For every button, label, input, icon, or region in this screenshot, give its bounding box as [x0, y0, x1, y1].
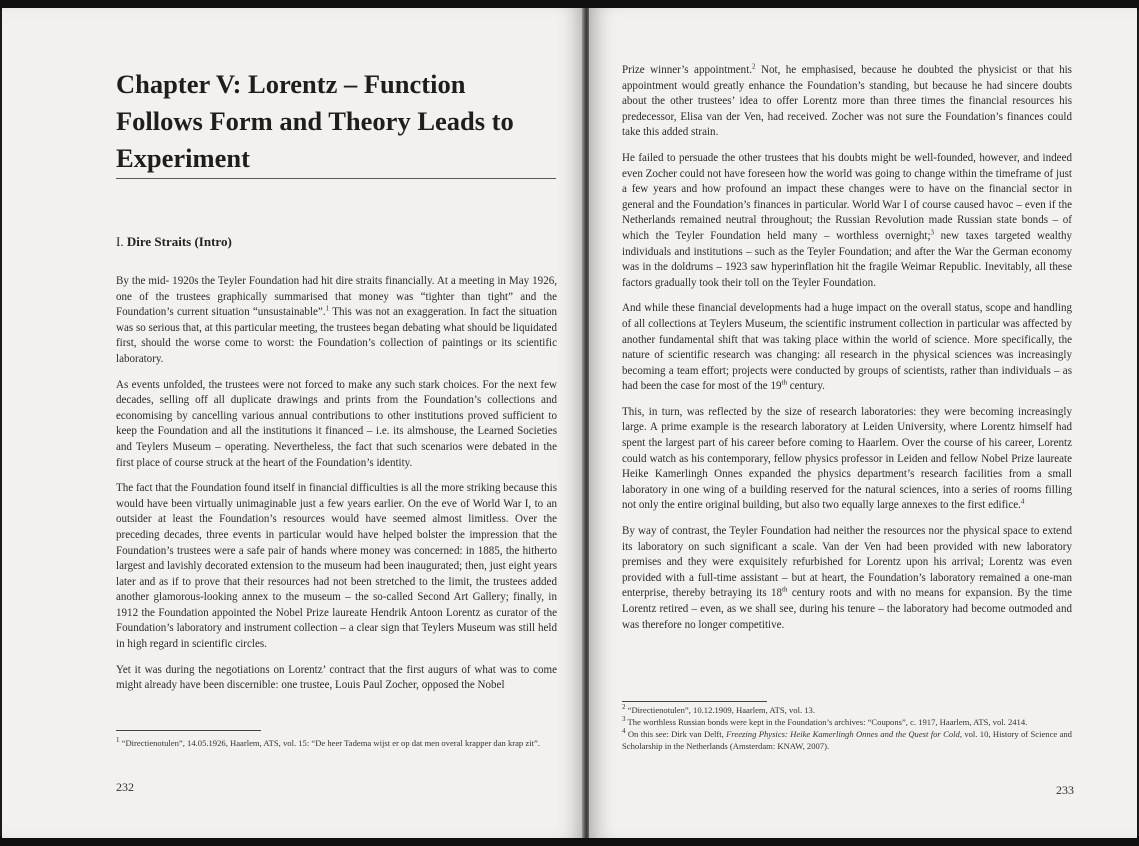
page-number-left: 232	[116, 780, 134, 794]
left-body-text	[116, 274, 557, 704]
footnote-mark: 1	[116, 736, 120, 745]
section-heading	[116, 234, 232, 250]
footnote-ref: 1	[325, 304, 330, 313]
paragraph-text: By the mid- 1920s the Teyler Foundation had hit dire straits financially. At a meeting in May 1926, one of the trustees graphically summarised that money was “tighter than tight” and the Foundation’s current situation “unsustainable”.	[116, 275, 557, 319]
paragraph-text: new taxes targeted wealthy individuals and institutions – such as the Teyler Foundation; and after the War the German economy was in the doldrums – 1923 saw hyperinflation hit the fragile Weimar Republic. Inevitably, all these factors gradually took their toll on the Teyler Foundation.	[622, 229, 1072, 289]
paragraph-text: Not, he emphasised, because he doubted the physicist or that his appointment would greatly enhance the Foundation’s standing, but because he had sincere doubts about the other trustees’ idea to offer Lorentz more than three times the financial resources his predecessor, Elisa van der Ven, had received. Zocher was not sure the Foundation’s finances could take this added strain.	[622, 64, 1072, 139]
footnote-mark: 3	[622, 715, 626, 724]
paragraph: Yet it was during the negotiations on Lorentz’ contract that the first augurs of what was to come might already have been discernible: one trustee, Louis Paul Zocher, opposed the Nobel	[116, 663, 557, 692]
paragraph: As events unfolded, the trustees were not forced to make any such stark choices. For the next few decades, selling off all duplicate drawings and prints from the Foundation’s collections and economising by cancelling various annual contributions to other institutions proved sufficient to keep the Foundation and all the institutions it financed – i.e. its almshouse, the Learned Societies and Teylers Museum – operating. Nevertheless, the fact that such scenarios were debated in the first place of course struck at the heart of the Foundation’s identity.	[116, 378, 557, 469]
title-rule	[116, 178, 556, 179]
footnote-rule	[622, 701, 767, 702]
paragraph-text: This was not an exaggeration. In fact the situation was so serious that, at this particular meeting, the trustees began debating what should be liquidated first, should the worse come to worst: the Foundation’s collection of paintings or its scientific laboratory.	[116, 306, 557, 365]
paragraph	[622, 63, 1072, 141]
paragraph	[622, 301, 1072, 395]
paragraph-text: And while these financial developments had a huge impact on the overall status, scope and handling of all collections at Teylers Museum, the scientific instrument collection in particular was affected by another fundamental shift that was taking place within the world of science. More specifically, the nature of scientific research was changing: all research in the physical sciences was increasingly becoming a team effort; projects were conducted by groups of scientists, rather than individuals – as had been the case for most of the 19	[622, 302, 1072, 393]
footnote-mark: 2	[622, 703, 626, 712]
paragraph-text: By way of contrast, the Teyler Foundation had neither the resources nor the physical space to extend its laboratory on such significant a scale. Van der Ven had been provided with new laboratory premises and they were exquisitely refurbished for Lorentz upon his arrival; Lorentz was even provided with a full-time assistant – but at heart, the Foundation’s laboratory remained a one-man enterprise, thereby betraying its 18	[622, 525, 1072, 600]
paragraph	[622, 151, 1072, 291]
footnote-ref: 4	[1020, 497, 1025, 506]
footnote-text: “Directienotulen”, 10.12.1909, Haarlem, ATS, vol. 13.	[625, 705, 815, 715]
paragraph-text: century roots and with no means for expansion. By the time Lorentz retired – even, as we shall see, during his tenure – the laboratory had become outmoded and was therefore no longer competitive.	[622, 587, 1072, 631]
right-page	[589, 8, 1137, 838]
footnote-text: On this see: Dirk van Delft,	[625, 729, 727, 740]
paragraph	[622, 524, 1072, 633]
superscript: th	[781, 378, 787, 387]
right-footnotes	[622, 705, 1072, 753]
left-footnotes	[116, 738, 557, 750]
right-body-text	[622, 63, 1072, 643]
footnote	[622, 729, 1072, 751]
footnote	[622, 717, 1072, 728]
paragraph-text: Prize winner’s appointment.	[622, 64, 753, 76]
left-page	[2, 8, 584, 838]
page-number-right: 233	[1056, 783, 1074, 797]
footnote	[116, 738, 557, 749]
section-title: Dire Straits (Intro)	[126, 234, 232, 249]
paragraph: The fact that the Foundation found itself in financial difficulties is all the more striking because this would have been virtually unimaginable just a few years earlier. On the eve of World War I, to an outsider at least the Foundation’s resources would have seemed almost limitless. Over the preceding decades, three events in particular would have helped bolster the impression that the Foundation’s trustees were a safe pair of hands where money was concerned: in 1885, the hitherto largest and lavishly decorated extension to the museum had been inaugurated; then, just eight years later and as if to prove that their resources had not been stretched to the limit, the trustees added another glamorous-looking annex to the museum – the so-called Second Art Gallery; finally, in 1912 the Foundation appointed the Nobel Prize laureate Hendrik Antoon Lorentz as curator of the Foundation’s laboratory and instrument collection – a clear sign that Teylers Museum was still held in high regard in scientific circles.	[116, 482, 557, 651]
footnote-text: “Directienotulen”, 14.05.1926, Haarlem, ATS, vol. 15: “De heer Tadema wijst er op dat men overal krapper dan krap zit”.	[119, 738, 540, 748]
footnote-rule	[116, 730, 261, 731]
paragraph	[116, 274, 557, 368]
chapter-title: Chapter V: Lorentz – Function Follows Form and Theory Leads to Experiment	[116, 69, 514, 173]
footnote-ref: 3	[930, 228, 935, 237]
footnote-ref: 2	[752, 62, 756, 71]
footnote-mark: 4	[622, 727, 626, 736]
section-number: I.	[116, 234, 124, 249]
paragraph-text: He failed to persuade the other trustees that his doubts might be well-founded, however, and indeed even Zocher could not have foreseen how the world was going to change within the timeframe of just a few years and how profound an impact these changes were to have on the financial sector in general and the Foundation’s finances in particular. World War I of course caused havoc – even if the Netherlands remained neutral throughout; the Russian Revolution made Russian state bonds – of which the Teyler Foundation held many – worthless overnight;	[622, 151, 1072, 242]
superscript: th	[782, 585, 788, 594]
paragraph-text: This, in turn, was reflected by the size of research laboratories: they were becoming increasingly large. A prime example is the research laboratory at Leiden University, where Lorentz himself had spent the largest part of his career before coming to Haarlem. Over the course of his career, Lorentz could watch as his contemporary, fellow physics professor in Leiden and fellow Nobel Prize laureate Heike Kamerlingh Onnes expanded the physics department’s research facilities from a small laboratory in one wing of a building reserved for the natural sciences, into a series of rooms filling not only the entire original building, but also two equally large annexes to the first edifice.	[622, 405, 1072, 512]
paragraph-text: century.	[786, 380, 825, 393]
footnote-text: , vol. 10, History of Science and Scholarship in the Netherlands (Amsterdam: KNAW, 2007).	[622, 729, 1072, 751]
footnote	[622, 705, 1072, 716]
book-title: Freezing Physics: Heike Kamerlingh Onnes and the Quest for Cold	[726, 729, 960, 740]
footnote-text: The worthless Russian bonds were kept in the Foundation’s archives: “Coupons”, c. 1917, Haarlem, ATS, vol. 2414.	[625, 717, 1028, 728]
paragraph	[622, 405, 1072, 514]
